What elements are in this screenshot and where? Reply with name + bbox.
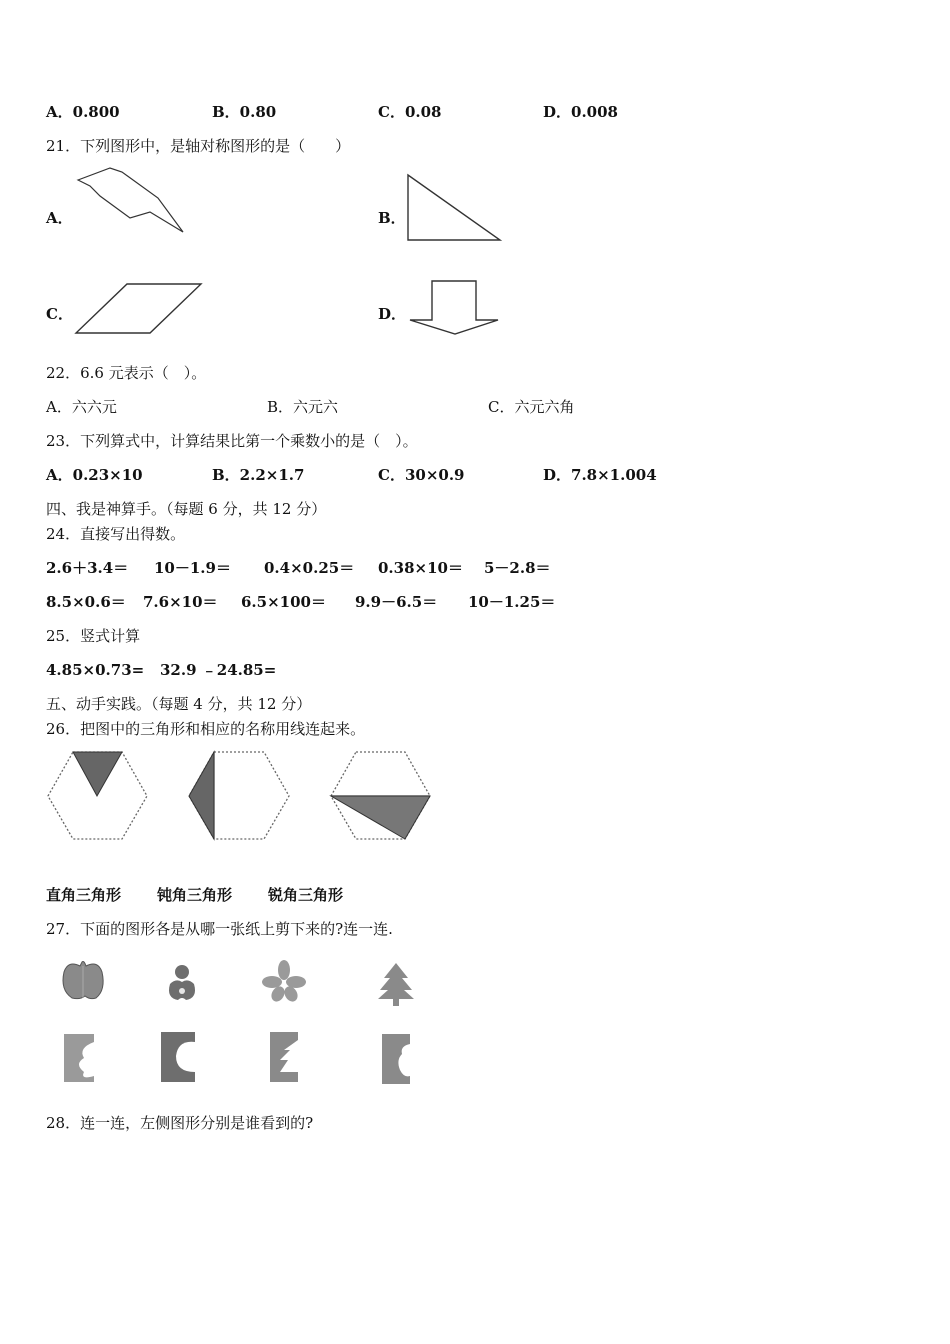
q20-option-a: A．0.800	[46, 103, 120, 121]
q22-question: 22．6.6 元表示（ ）。	[46, 364, 207, 382]
q22-option-b: B．六元六	[267, 398, 339, 416]
q24-row2-item: 6.5×100＝	[241, 593, 326, 611]
q24-row1-item: 0.4×0.25＝	[264, 559, 355, 577]
q21-question: 21．下列图形中，是轴对称图形的是（ ）	[46, 137, 351, 155]
q24-row2-item: 7.6×10＝	[143, 593, 218, 611]
q24-row2-item: 9.9－6.5＝	[355, 593, 438, 611]
q25-item-1: 4.85×0.73=	[46, 661, 145, 679]
q22-option-a: A．六六元	[46, 398, 117, 416]
q24-row2-item: 10－1.25＝	[468, 593, 556, 611]
q24-question: 24．直接写出得数。	[46, 525, 186, 543]
q27-question: 27．下面的图形各是从哪一张纸上剪下来的?连一连.	[46, 920, 393, 938]
q25-item-2: 32.9 ﹣24.85=	[160, 661, 277, 679]
q23-question: 23．下列算式中，计算结果比第一个乘数小的是（ ）。	[46, 432, 418, 450]
q26-question: 26．把图中的三角形和相应的名称用线连起来。	[46, 720, 366, 738]
q24-row1-item: 0.38×10＝	[378, 559, 463, 577]
q24-row1-item: 2.6＋3.4＝	[46, 559, 129, 577]
section5-title: 五、动手实践。（每题 4 分，共 12 分）	[46, 695, 312, 713]
q21-label-c: C．	[46, 305, 73, 323]
section4-title: 四、我是神算手。（每题 6 分，共 12 分）	[46, 500, 327, 518]
q28-question: 28．连一连，左侧图形分别是谁看到的?	[46, 1114, 314, 1132]
q26-name-acute: 锐角三角形	[268, 886, 344, 904]
q26-name-obtuse: 钝角三角形	[157, 886, 233, 904]
q21-label-d: D．	[378, 305, 407, 323]
q22-option-c: C．六元六角	[488, 398, 575, 416]
q26-name-right: 直角三角形	[46, 886, 122, 904]
q23-option-c: C．30×0.9	[378, 466, 465, 484]
q23-option-b: B．2.2×1.7	[212, 466, 305, 484]
q21-label-a: A．	[46, 209, 73, 227]
q21-label-b: B．	[378, 209, 406, 227]
q20-option-b: B．0.80	[212, 103, 277, 121]
q24-row2-item: 8.5×0.6＝	[46, 593, 126, 611]
q24-row1-item: 10－1.9＝	[154, 559, 231, 577]
q25-question: 25．竖式计算	[46, 627, 141, 645]
q20-option-d: D．0.008	[543, 103, 618, 121]
q20-option-c: C．0.08	[378, 103, 442, 121]
q23-option-a: A．0.23×10	[46, 466, 143, 484]
q24-row1-item: 5－2.8＝	[484, 559, 551, 577]
q23-option-d: D．7.8×1.004	[543, 466, 657, 484]
